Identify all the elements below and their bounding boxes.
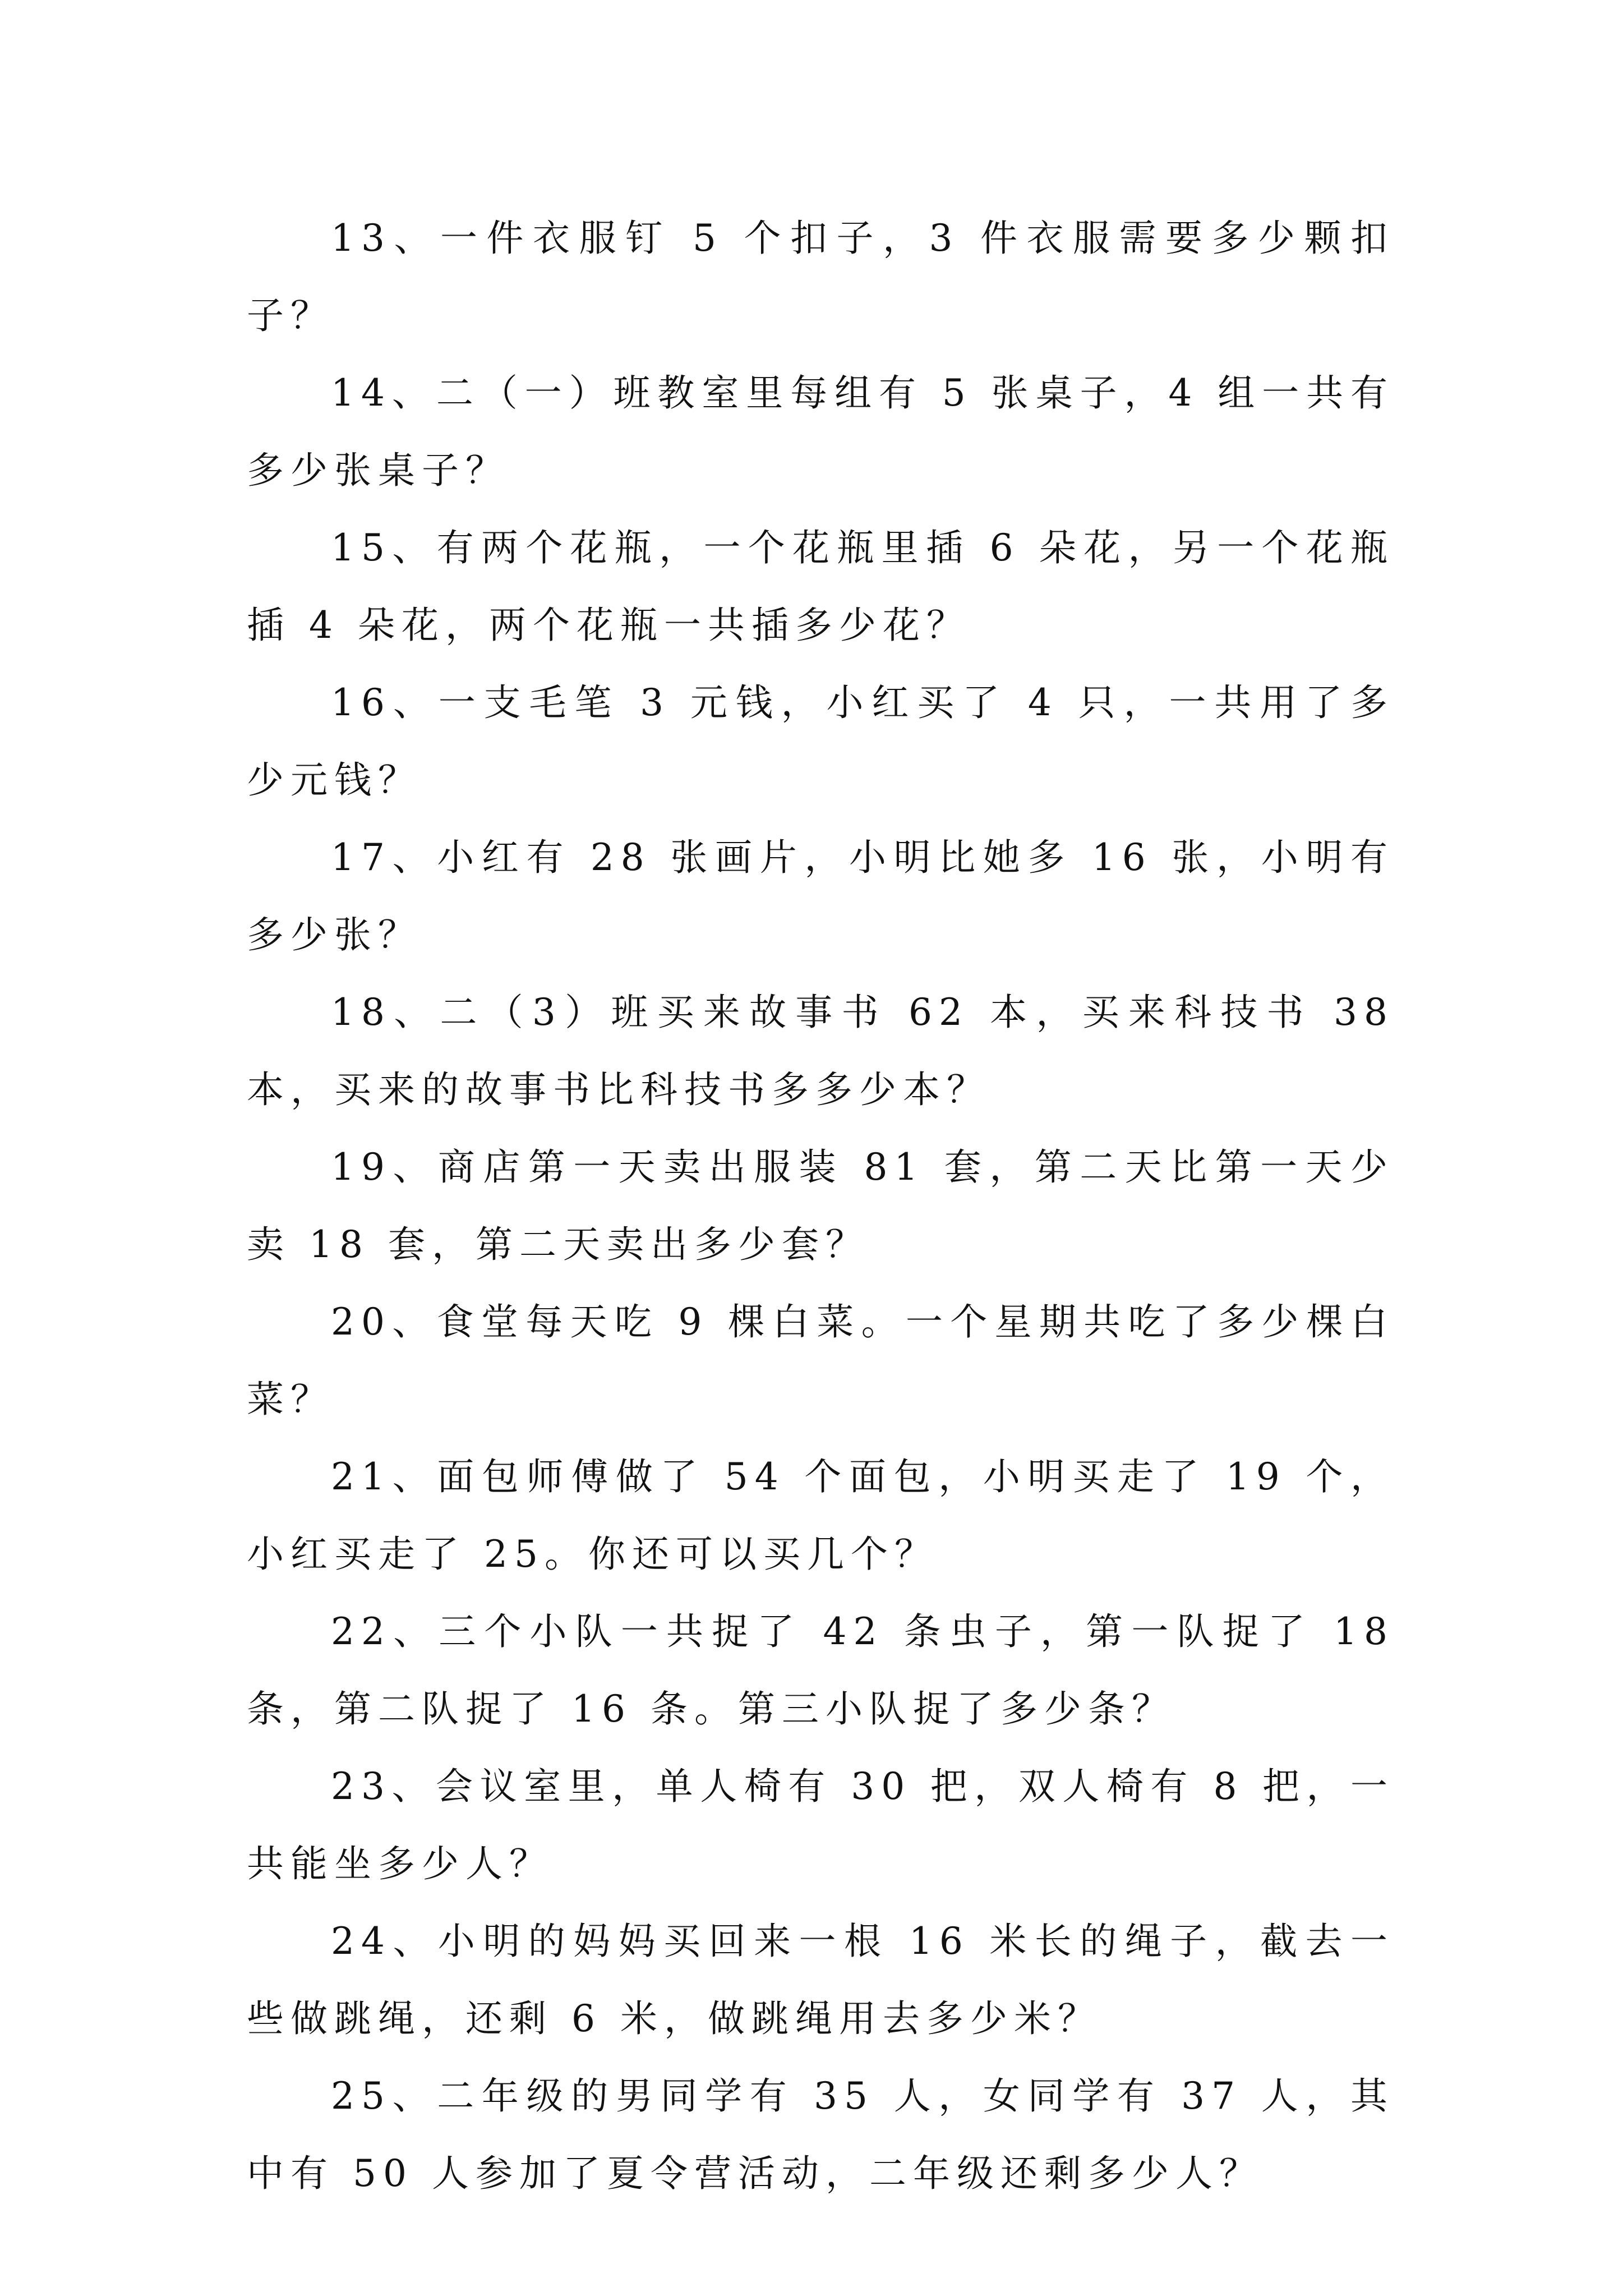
problem-16: 16、一支毛笔 3 元钱，小红买了 4 只，一共用了多少元钱？ bbox=[247, 681, 1394, 802]
problem-13: 13、一件衣服钉 5 个扣子，3 件衣服需要多少颗扣子？ bbox=[247, 217, 1394, 337]
problem-17: 17、小红有 28 张画片，小明比她多 16 张，小明有多少张？ bbox=[247, 836, 1394, 956]
problem-21: 21、面包师傅做了 54 个面包，小明买走了 19 个，小红买走了 25。你还可以买几个？ bbox=[247, 1455, 1394, 1576]
problem-22: 22、三个小队一共捉了 42 条虫子，第一队捉了 18 条，第二队捉了 16 条。第三小队捉了多少条？ bbox=[247, 1610, 1394, 1731]
problem-25: 25、二年级的男同学有 35 人，女同学有 37 人，其中有 50 人参加了夏令营活动，二年级还剩多少人？ bbox=[247, 2074, 1394, 2195]
problem-list bbox=[247, 200, 1394, 2212]
problem-19: 19、商店第一天卖出服装 81 套，第二天比第一天少卖 18 套，第二天卖出多少套？ bbox=[247, 1145, 1394, 1266]
problem-20: 20、食堂每天吃 9 棵白菜。一个星期共吃了多少棵白菜？ bbox=[247, 1300, 1394, 1421]
problem-14: 14、二（一）班教室里每组有 5 张桌子，4 组一共有多少张桌子？ bbox=[247, 371, 1394, 492]
problem-24: 24、小明的妈妈买回来一根 16 米长的绳子，截去一些做跳绳，还剩 6 米，做跳绳用去多少米？ bbox=[247, 1920, 1394, 2040]
problem-18: 18、二（3）班买来故事书 62 本，买来科技书 38 本，买来的故事书比科技书多多少本？ bbox=[247, 991, 1394, 1111]
problem-15: 15、有两个花瓶，一个花瓶里插 6 朵花，另一个花瓶插 4 朵花，两个花瓶一共插多少花？ bbox=[247, 526, 1394, 647]
problem-23: 23、会议室里，单人椅有 30 把，双人椅有 8 把，一共能坐多少人？ bbox=[247, 1765, 1394, 1885]
